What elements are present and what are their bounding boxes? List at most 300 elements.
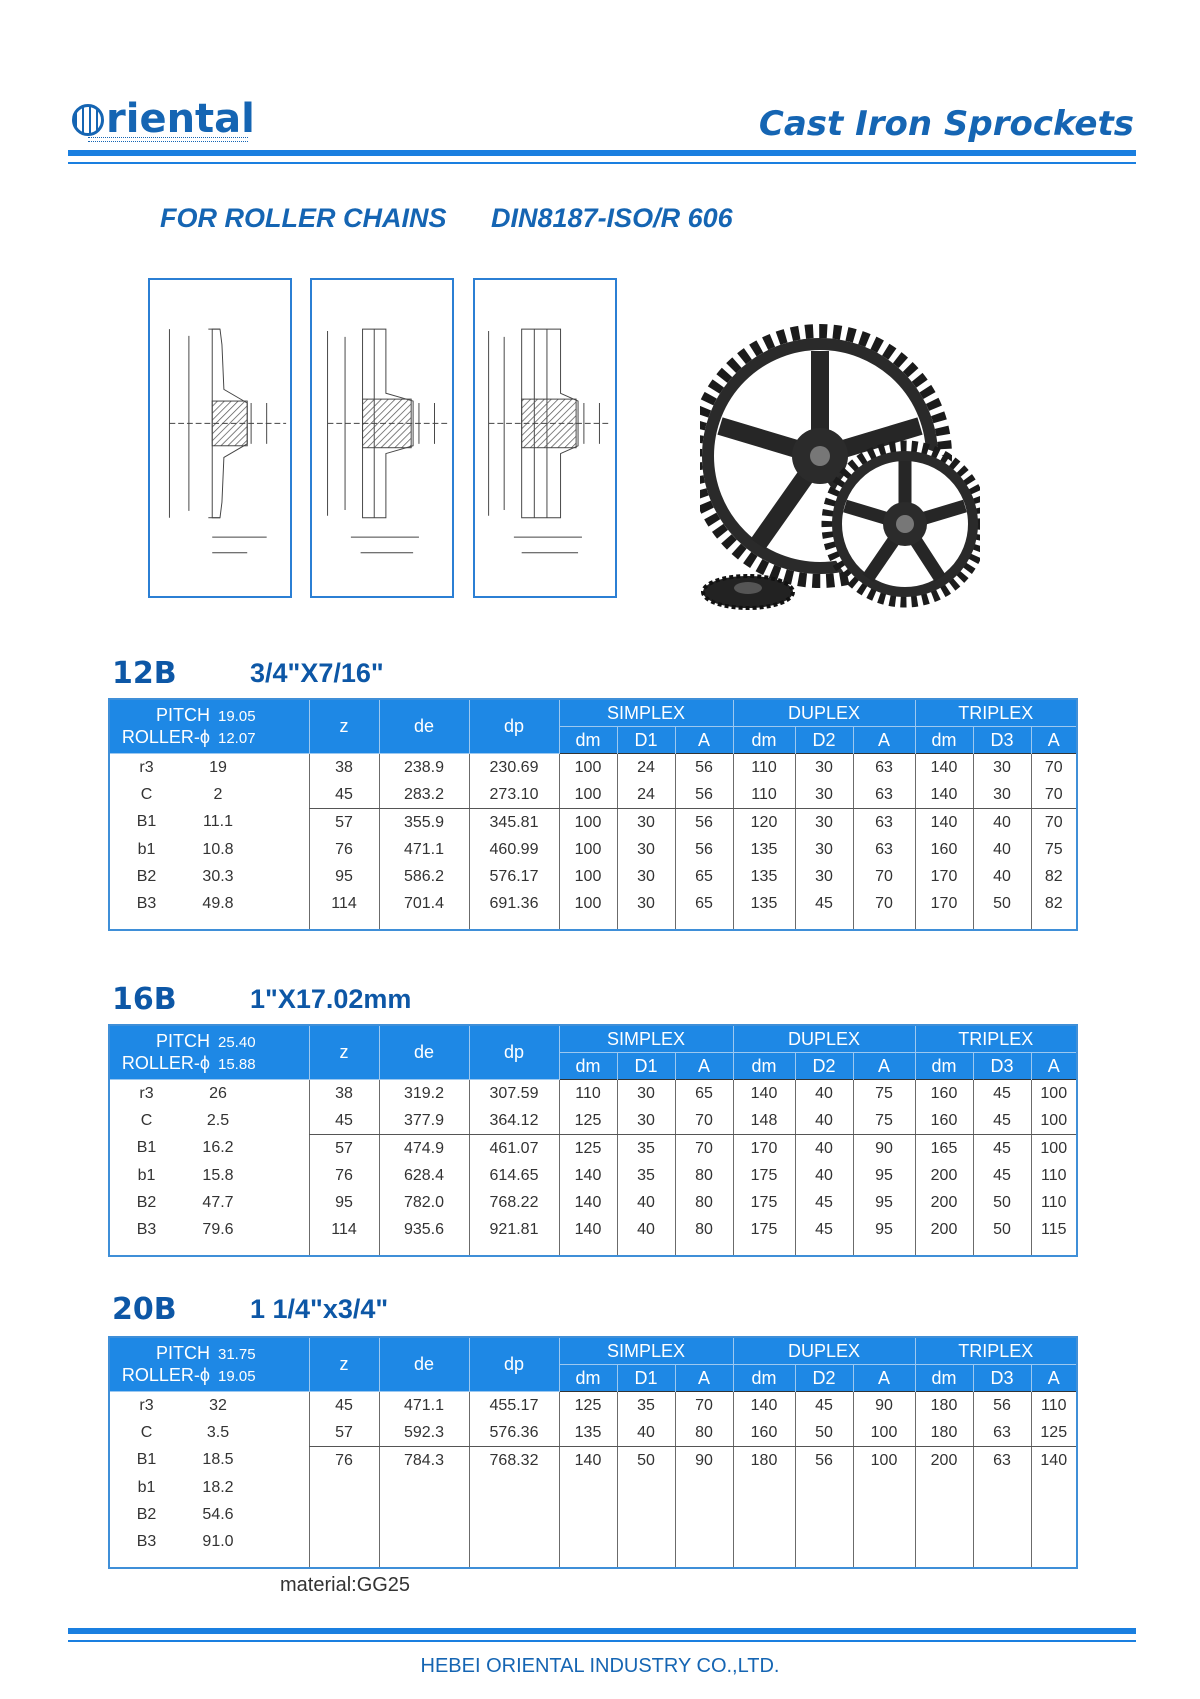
table-cell: 24 — [617, 754, 675, 782]
table-cell: 140 — [559, 1162, 617, 1189]
table-cell: 125 — [559, 1392, 617, 1420]
sub-header-a-0: A — [675, 727, 733, 754]
pitch-label: PITCH — [156, 1342, 210, 1363]
table-cell: 45 — [795, 1392, 853, 1420]
table-cell: 230.69 — [469, 754, 559, 782]
table-cell: 377.9 — [379, 1107, 469, 1135]
table-cell: 768.22 — [469, 1189, 559, 1216]
param-value: 54.6 — [202, 1505, 234, 1523]
table-cell: 175 — [733, 1162, 795, 1189]
table-row — [109, 863, 1077, 890]
param-label: B3 — [136, 894, 157, 912]
table-row — [109, 1501, 1077, 1528]
table-cell: 100 — [853, 1419, 915, 1447]
sub-header-d3-2: D3 — [973, 1365, 1031, 1392]
pitch-value: 31.75 — [218, 1345, 256, 1363]
table-cell: 63 — [973, 1447, 1031, 1475]
param-value: 10.8 — [202, 840, 234, 858]
table-cell — [853, 1474, 915, 1501]
table-cell: 40 — [795, 1135, 853, 1163]
table-cell: 140 — [915, 754, 973, 782]
section-size-12b: 3/4"X7/16" — [250, 658, 384, 688]
table-cell: 784.3 — [379, 1447, 469, 1475]
table-cell: 614.65 — [469, 1162, 559, 1189]
table-cell: 70 — [675, 1135, 733, 1163]
table-cell: 56 — [675, 809, 733, 837]
table-cell: 140 — [915, 781, 973, 809]
param-label: B2 — [136, 1193, 157, 1211]
table-cell: 30 — [617, 863, 675, 890]
table-cell: 768.32 — [469, 1447, 559, 1475]
table-cell: 180 — [915, 1392, 973, 1420]
table-cell: 110 — [733, 781, 795, 809]
param-label: b1 — [137, 1478, 156, 1496]
table-cell: 50 — [617, 1447, 675, 1475]
table-cell: 165 — [915, 1135, 973, 1163]
table-cell: 140 — [733, 1080, 795, 1108]
param-value: 47.7 — [202, 1193, 234, 1211]
col-header-dp: dp — [469, 1337, 559, 1392]
table-cell: 576.17 — [469, 863, 559, 890]
col-header-z: z — [309, 1025, 379, 1080]
param-label: B2 — [136, 1505, 157, 1523]
param-cell — [109, 781, 309, 809]
simplex-drawing — [150, 280, 290, 596]
table-cell: 30 — [795, 809, 853, 837]
table-cell: 110 — [1031, 1189, 1077, 1216]
table-cell — [733, 1474, 795, 1501]
table-cell: 160 — [915, 1107, 973, 1135]
table-cell: 45 — [973, 1162, 1031, 1189]
table-cell: 65 — [675, 1080, 733, 1108]
param-label: r3 — [139, 1084, 154, 1102]
table-cell — [559, 1474, 617, 1501]
table-cell: 80 — [675, 1216, 733, 1256]
table-cell: 75 — [853, 1107, 915, 1135]
table-cell: 135 — [733, 836, 795, 863]
table-cell: 82 — [1031, 863, 1077, 890]
table-cell: 921.81 — [469, 1216, 559, 1256]
table-cell: 63 — [973, 1419, 1031, 1447]
table-cell: 200 — [915, 1162, 973, 1189]
table-cell — [1031, 1474, 1077, 1501]
sub-header-d2-1: D2 — [795, 727, 853, 754]
group-header-simplex: SIMPLEX — [559, 1025, 733, 1053]
sub-header-a-1: A — [853, 727, 915, 754]
param-value: 16.2 — [202, 1139, 234, 1157]
col-header-z: z — [309, 699, 379, 754]
table-cell: 63 — [853, 836, 915, 863]
param-value: 2.5 — [206, 1111, 230, 1129]
table-cell: 40 — [795, 1080, 853, 1108]
param-cell — [109, 1216, 309, 1256]
table-cell: 160 — [733, 1419, 795, 1447]
table-cell: 125 — [1031, 1419, 1077, 1447]
table-cell — [1031, 1501, 1077, 1528]
table-cell: 40 — [617, 1189, 675, 1216]
group-header-simplex: SIMPLEX — [559, 1337, 733, 1365]
material-note: material:GG25 — [280, 1574, 411, 1596]
header-rule-thin — [68, 162, 1136, 164]
table-cell: 110 — [559, 1080, 617, 1108]
group-header-duplex: DUPLEX — [733, 699, 915, 727]
sub-header-a-2: A — [1031, 1053, 1077, 1080]
table-cell: 45 — [309, 1107, 379, 1135]
table-cell — [379, 1528, 469, 1568]
table-cell: 30 — [973, 781, 1031, 809]
table-cell: 115 — [1031, 1216, 1077, 1256]
table-cell: 114 — [309, 890, 379, 930]
table-cell: 283.2 — [379, 781, 469, 809]
table-cell: 114 — [309, 1216, 379, 1256]
param-value: 15.8 — [202, 1166, 234, 1184]
spec-table-20b — [108, 1336, 1078, 1569]
table-cell: 200 — [915, 1216, 973, 1256]
logo-underline — [88, 137, 248, 142]
table-cell: 110 — [1031, 1162, 1077, 1189]
table-row — [109, 1216, 1077, 1256]
table-cell: 38 — [309, 1080, 379, 1108]
section-size-16b: 1"X17.02mm — [250, 984, 412, 1014]
table-cell: 50 — [795, 1419, 853, 1447]
table-cell: 460.99 — [469, 836, 559, 863]
param-cell — [109, 1162, 309, 1189]
diagram-simplex — [148, 278, 292, 598]
company-footer: HEBEI ORIENTAL INDUSTRY CO.,LTD. — [420, 1655, 780, 1677]
roller-value: 19.05 — [218, 1367, 256, 1385]
table-cell: 40 — [617, 1216, 675, 1256]
table-cell: 30 — [795, 754, 853, 782]
sub-header-dm-2: dm — [915, 1365, 973, 1392]
param-cell — [109, 1107, 309, 1135]
table-cell: 45 — [973, 1080, 1031, 1108]
table-cell: 120 — [733, 809, 795, 837]
roller-label: ROLLER-ϕ — [121, 726, 210, 747]
table-cell: 40 — [973, 836, 1031, 863]
table-cell: 100 — [1031, 1107, 1077, 1135]
sub-header-a-0: A — [675, 1365, 733, 1392]
table-cell: 586.2 — [379, 863, 469, 890]
table-cell — [469, 1528, 559, 1568]
table-cell: 70 — [853, 890, 915, 930]
table-cell: 100 — [559, 781, 617, 809]
table-cell — [853, 1528, 915, 1568]
param-value: 49.8 — [202, 894, 234, 912]
table-cell: 40 — [795, 1162, 853, 1189]
table-cell: 76 — [309, 836, 379, 863]
table-cell: 175 — [733, 1216, 795, 1256]
col-header-de: de — [379, 1337, 469, 1392]
table-row — [109, 1447, 1077, 1475]
table-cell: 95 — [309, 1189, 379, 1216]
table-cell: 35 — [617, 1392, 675, 1420]
param-cell — [109, 754, 309, 782]
param-cell — [109, 1419, 309, 1447]
table-cell — [675, 1474, 733, 1501]
table-cell: 95 — [853, 1216, 915, 1256]
table-cell: 175 — [733, 1189, 795, 1216]
table-cell: 474.9 — [379, 1135, 469, 1163]
sub-header-dm-0: dm — [559, 1053, 617, 1080]
table-cell — [559, 1501, 617, 1528]
table-row — [109, 1080, 1077, 1108]
table-cell: 56 — [973, 1392, 1031, 1420]
param-cell — [109, 836, 309, 863]
table-cell: 76 — [309, 1162, 379, 1189]
table-cell: 140 — [559, 1216, 617, 1256]
sub-header-d1-0: D1 — [617, 727, 675, 754]
table-cell: 140 — [1031, 1447, 1077, 1475]
table-cell: 135 — [733, 890, 795, 930]
pitch-value: 25.40 — [218, 1033, 256, 1051]
sub-header-d3-2: D3 — [973, 727, 1031, 754]
table-cell: 76 — [309, 1447, 379, 1475]
table-cell: 135 — [559, 1419, 617, 1447]
group-header-duplex: DUPLEX — [733, 1337, 915, 1365]
diagram-duplex — [310, 278, 454, 598]
table-cell: 100 — [1031, 1135, 1077, 1163]
param-value: 19 — [209, 758, 227, 776]
table-cell: 100 — [559, 809, 617, 837]
table-cell: 100 — [1031, 1080, 1077, 1108]
table-cell: 125 — [559, 1107, 617, 1135]
pitch-roller-header — [109, 1337, 309, 1392]
roller-value: 12.07 — [218, 729, 256, 747]
table-row — [109, 1135, 1077, 1163]
document-title: Cast Iron Sprockets — [758, 104, 1134, 144]
param-cell — [109, 1392, 309, 1420]
table-cell: 70 — [1031, 809, 1077, 837]
table-cell: 140 — [733, 1392, 795, 1420]
table-cell: 40 — [973, 809, 1031, 837]
param-label: r3 — [139, 1396, 154, 1414]
table-row — [109, 754, 1077, 782]
roller-label: ROLLER-ϕ — [121, 1052, 210, 1073]
sub-header-a-2: A — [1031, 1365, 1077, 1392]
sub-header-dm-1: dm — [733, 727, 795, 754]
table-cell — [469, 1501, 559, 1528]
table-cell — [795, 1501, 853, 1528]
table-row — [109, 1162, 1077, 1189]
table-cell: 273.10 — [469, 781, 559, 809]
sub-header-dm-2: dm — [915, 1053, 973, 1080]
table-cell: 40 — [973, 863, 1031, 890]
table-cell: 80 — [675, 1162, 733, 1189]
table-cell — [733, 1528, 795, 1568]
param-label: b1 — [137, 1166, 156, 1184]
table-cell: 70 — [853, 863, 915, 890]
table-cell — [1031, 1528, 1077, 1568]
pitch-roller-header — [109, 699, 309, 754]
table-cell: 110 — [1031, 1392, 1077, 1420]
table-cell: 70 — [675, 1392, 733, 1420]
table-cell: 30 — [795, 781, 853, 809]
table-cell — [379, 1501, 469, 1528]
table-cell — [617, 1501, 675, 1528]
table-cell: 319.2 — [379, 1080, 469, 1108]
table-cell: 50 — [973, 1189, 1031, 1216]
subtitle-left: FOR ROLLER CHAINS — [160, 203, 447, 233]
table-cell — [617, 1528, 675, 1568]
table-cell: 628.4 — [379, 1162, 469, 1189]
spec-table-12b — [108, 698, 1078, 931]
table-cell: 238.9 — [379, 754, 469, 782]
table-cell: 56 — [795, 1447, 853, 1475]
table-cell: 30 — [973, 754, 1031, 782]
table-cell: 170 — [733, 1135, 795, 1163]
table-cell: 345.81 — [469, 809, 559, 837]
table-cell: 355.9 — [379, 809, 469, 837]
param-value: 26 — [209, 1084, 227, 1102]
group-header-duplex: DUPLEX — [733, 1025, 915, 1053]
param-cell — [109, 890, 309, 930]
roller-label: ROLLER-ϕ — [121, 1364, 210, 1385]
table-cell: 160 — [915, 836, 973, 863]
table-cell: 592.3 — [379, 1419, 469, 1447]
table-cell — [559, 1528, 617, 1568]
table-cell: 30 — [617, 890, 675, 930]
table-cell: 180 — [915, 1419, 973, 1447]
table-row — [109, 781, 1077, 809]
pitch-value: 19.05 — [218, 707, 256, 725]
param-cell — [109, 1447, 309, 1475]
param-cell — [109, 1135, 309, 1163]
group-header-triplex: TRIPLEX — [915, 1337, 1077, 1365]
table-cell: 100 — [853, 1447, 915, 1475]
table-cell: 65 — [675, 890, 733, 930]
sprocket-photo — [700, 316, 980, 616]
table-row — [109, 1419, 1077, 1447]
table-cell: 140 — [559, 1447, 617, 1475]
table-cell: 90 — [853, 1392, 915, 1420]
table-cell: 75 — [1031, 836, 1077, 863]
param-label: b1 — [137, 840, 156, 858]
table-cell: 140 — [915, 809, 973, 837]
param-label: C — [140, 1111, 153, 1129]
table-cell: 38 — [309, 754, 379, 782]
param-label: C — [140, 1423, 153, 1441]
sub-header-a-1: A — [853, 1053, 915, 1080]
table-cell — [915, 1501, 973, 1528]
sub-header-dm-0: dm — [559, 727, 617, 754]
table-cell: 100 — [559, 890, 617, 930]
param-value: 30.3 — [202, 867, 234, 885]
group-header-triplex: TRIPLEX — [915, 1025, 1077, 1053]
param-label: B1 — [136, 813, 157, 831]
table-cell: 82 — [1031, 890, 1077, 930]
pitch-label: PITCH — [156, 704, 210, 725]
table-cell: 364.12 — [469, 1107, 559, 1135]
triplex-drawing — [475, 280, 615, 596]
param-label: C — [140, 785, 153, 803]
pitch-roller-header — [109, 1025, 309, 1080]
table-cell — [675, 1528, 733, 1568]
table-cell: 100 — [559, 754, 617, 782]
table-cell — [853, 1501, 915, 1528]
table-cell: 125 — [559, 1135, 617, 1163]
table-row — [109, 1107, 1077, 1135]
table-cell: 95 — [853, 1189, 915, 1216]
param-cell — [109, 1474, 309, 1501]
table-cell: 40 — [617, 1419, 675, 1447]
table-cell: 148 — [733, 1107, 795, 1135]
table-cell: 56 — [675, 781, 733, 809]
table-cell — [733, 1501, 795, 1528]
table-cell: 160 — [915, 1080, 973, 1108]
param-label: B2 — [136, 867, 157, 885]
param-label: B3 — [136, 1532, 157, 1550]
table-cell: 110 — [733, 754, 795, 782]
section-code-20b: 20B — [112, 1292, 177, 1327]
table-cell: 65 — [675, 863, 733, 890]
param-cell — [109, 1189, 309, 1216]
param-value: 79.6 — [202, 1220, 234, 1238]
table-cell: 30 — [617, 1107, 675, 1135]
table-cell — [915, 1474, 973, 1501]
group-header-simplex: SIMPLEX — [559, 699, 733, 727]
duplex-drawing — [312, 280, 452, 596]
table-cell: 57 — [309, 1419, 379, 1447]
table-cell: 30 — [617, 809, 675, 837]
footer-rule-thick — [68, 1628, 1136, 1634]
subtitle-right: DIN8187-ISO/R 606 — [491, 203, 733, 233]
table-cell: 56 — [675, 836, 733, 863]
table-row — [109, 1528, 1077, 1568]
table-cell: 170 — [915, 890, 973, 930]
sub-header-a-2: A — [1031, 727, 1077, 754]
table-row — [109, 809, 1077, 837]
table-row — [109, 890, 1077, 930]
table-cell: 80 — [675, 1419, 733, 1447]
table-cell: 200 — [915, 1189, 973, 1216]
table-cell: 35 — [617, 1135, 675, 1163]
table-row — [109, 1189, 1077, 1216]
table-cell: 50 — [973, 1216, 1031, 1256]
table-cell: 95 — [853, 1162, 915, 1189]
table-cell: 200 — [915, 1447, 973, 1475]
globe-icon — [72, 104, 104, 136]
sub-header-d2-1: D2 — [795, 1365, 853, 1392]
table-cell: 135 — [733, 863, 795, 890]
table-cell: 63 — [853, 754, 915, 782]
roller-value: 15.88 — [218, 1055, 256, 1073]
table-cell — [309, 1474, 379, 1501]
table-cell: 56 — [675, 754, 733, 782]
table-cell — [795, 1528, 853, 1568]
table-cell: 45 — [973, 1135, 1031, 1163]
table-cell: 30 — [795, 836, 853, 863]
table-cell: 63 — [853, 809, 915, 837]
param-cell — [109, 1501, 309, 1528]
spec-table-16b — [108, 1024, 1078, 1257]
table-cell: 70 — [675, 1107, 733, 1135]
table-cell — [675, 1501, 733, 1528]
table-cell: 180 — [733, 1447, 795, 1475]
table-cell — [309, 1528, 379, 1568]
table-cell — [795, 1474, 853, 1501]
param-label: B1 — [136, 1139, 157, 1157]
table-cell — [973, 1528, 1031, 1568]
param-cell — [109, 809, 309, 837]
col-header-de: de — [379, 1025, 469, 1080]
table-cell: 701.4 — [379, 890, 469, 930]
diagram-triplex — [473, 278, 617, 598]
section-code-12b: 12B — [112, 656, 177, 691]
group-header-triplex: TRIPLEX — [915, 699, 1077, 727]
table-cell: 50 — [973, 890, 1031, 930]
table-cell — [379, 1474, 469, 1501]
table-cell — [469, 1474, 559, 1501]
